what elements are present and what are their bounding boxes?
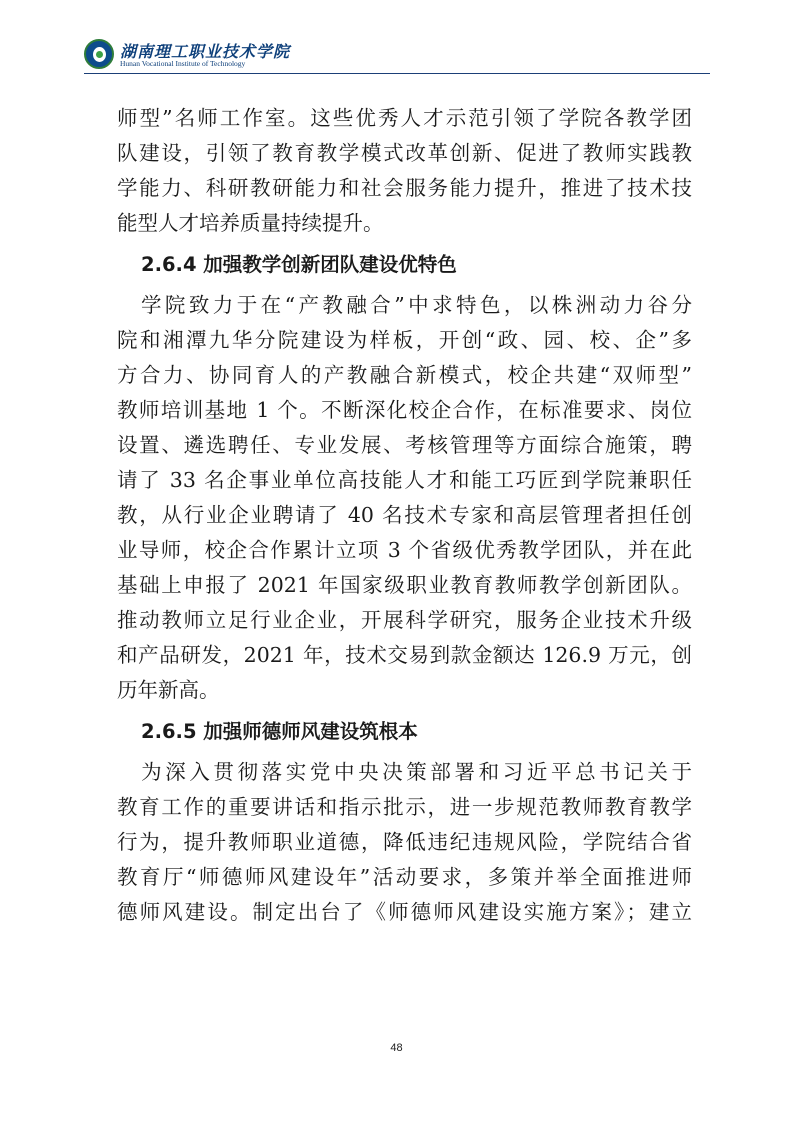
header-divider xyxy=(84,73,710,74)
text-line: 方合力、协同育人的产教融合新模式，校企共建“双师型” xyxy=(117,363,692,387)
text-line: 推动教师立足行业企业，开展科学研究，服务企业技术升级 xyxy=(117,608,692,632)
text-line: 和产品研发，2021 年，技术交易到款金额达 126.9 万元，创 xyxy=(117,643,692,667)
text-line: 能型人才培养质量持续提升。 xyxy=(117,211,384,235)
text-line: 队建设，引领了教育教学模式改革创新、促进了教师实践教 xyxy=(117,141,692,165)
school-name-cn: 湖南理工职业技术学院 xyxy=(120,42,291,61)
text-line: 为深入贯彻落实党中央决策部署和习近平总书记关于 xyxy=(117,760,692,784)
text-line: 教师培训基地 1 个。不断深化校企合作，在标准要求、岗位 xyxy=(117,398,692,422)
text-line: 教育工作的重要讲话和指示批示，进一步规范教师教育教学 xyxy=(117,795,692,819)
text-line: 教育厅“师德师风建设年”活动要求，多策并举全面推进师 xyxy=(117,865,692,889)
text-line: 教，从行业企业聘请了 40 名技术专家和高层管理者担任创 xyxy=(117,503,692,527)
text-line: 师型”名师工作室。这些优秀人才示范引领了学院各教学团 xyxy=(117,106,692,130)
text-line: 业导师，校企合作累计立项 3 个省级优秀教学团队，并在此 xyxy=(117,538,692,562)
document-body xyxy=(117,101,692,930)
text-line: 设置、遴选聘任、专业发展、考核管理等方面综合施策，聘 xyxy=(117,433,692,457)
text-line: 学院致力于在“产教融合”中求特色，以株洲动力谷分 xyxy=(117,293,692,317)
text-line: 行为，提升教师职业道德，降低违纪违规风险，学院结合省 xyxy=(117,830,692,854)
text-line: 学能力、科研教研能力和社会服务能力提升，推进了技术技 xyxy=(117,176,692,200)
page-number: 48 xyxy=(390,1042,403,1054)
text-line: 德师风建设。制定出台了《师德师风建设实施方案》；建立 xyxy=(117,900,692,924)
text-line: 请了 33 名企事业单位高技能人才和能工巧匠到学院兼职任 xyxy=(117,468,692,492)
school-logo-icon xyxy=(84,39,114,69)
page-header xyxy=(84,36,710,76)
text-line: 历年新高。 xyxy=(117,678,220,702)
text-line: 基础上申报了 2021 年国家级职业教育教师教学创新团队。 xyxy=(117,573,692,597)
section-heading: 2.6.4 加强教学创新团队建设优特色 xyxy=(141,253,457,276)
section-heading: 2.6.5 加强师德师风建设筑根本 xyxy=(141,720,418,743)
school-name-en: Hunan Vocational Institute of Technology xyxy=(120,59,246,68)
text-line: 院和湘潭九华分院建设为样板，开创“政、园、校、企”多 xyxy=(117,328,692,352)
